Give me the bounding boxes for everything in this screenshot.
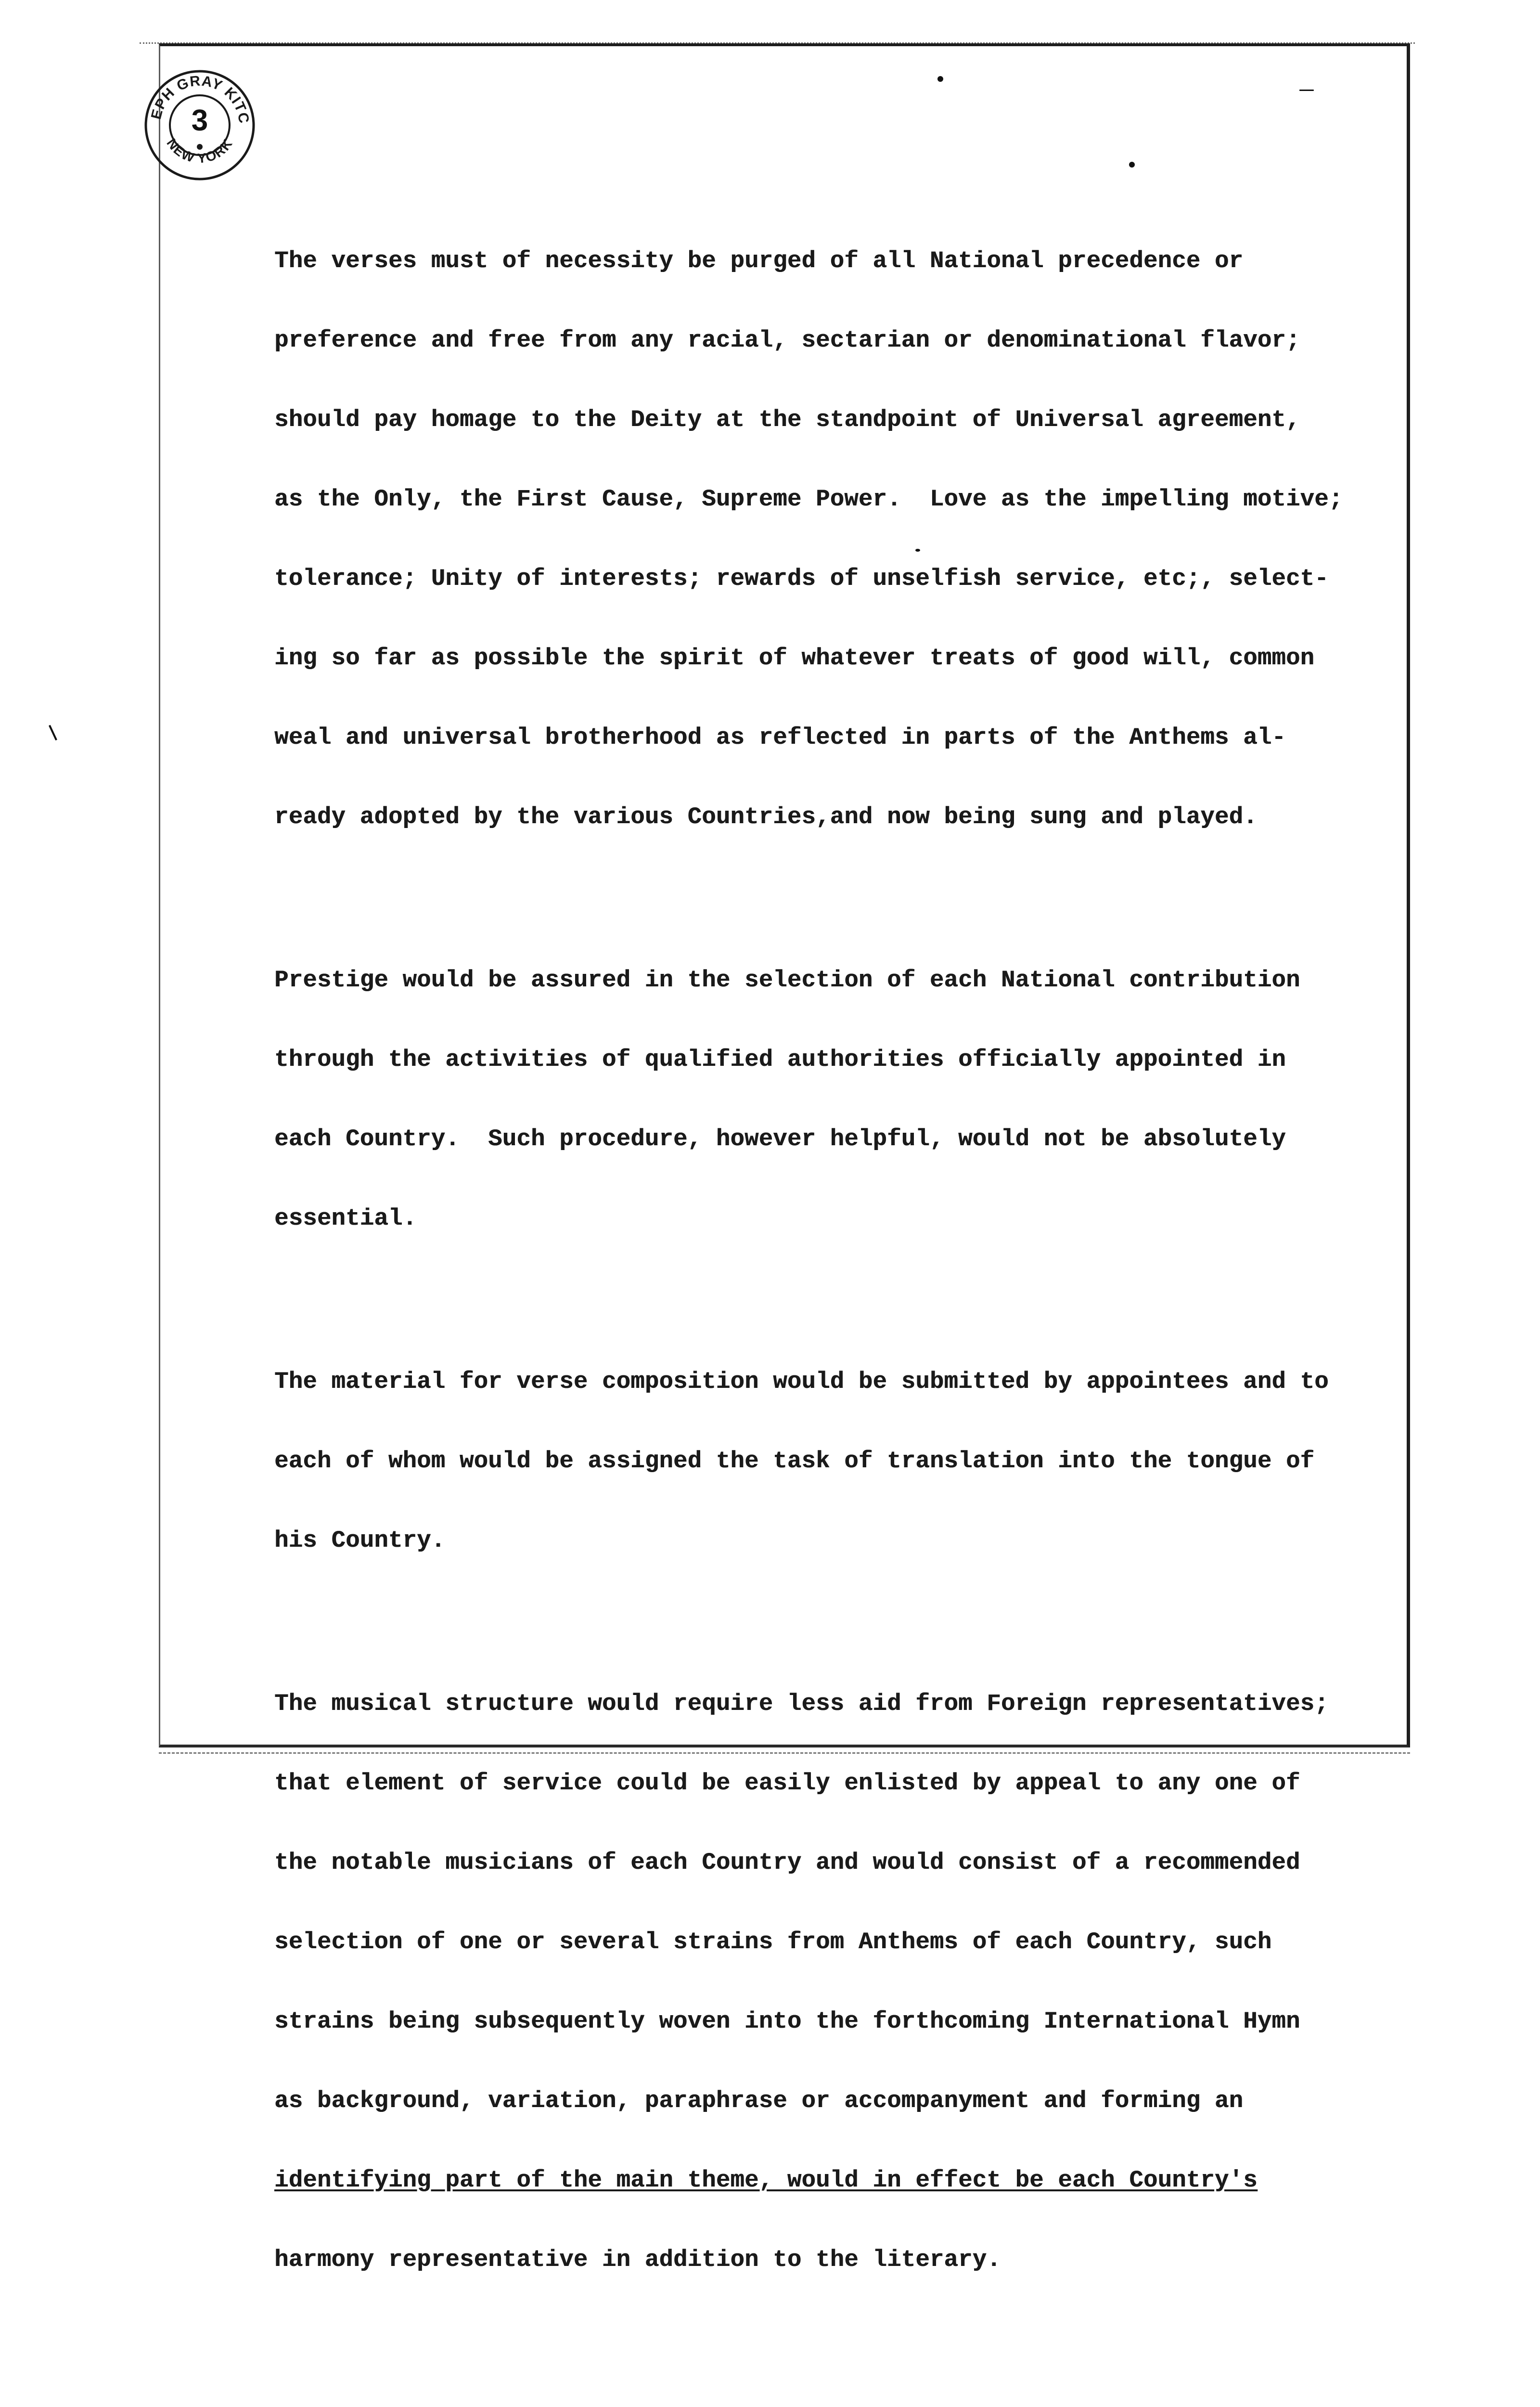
page-number: 3 xyxy=(191,104,208,137)
text-line: tolerance; Unity of interests; rewards of unselfish service, etc;, select- xyxy=(274,565,1329,592)
letter-body xyxy=(274,195,1444,2407)
text-line: The verses must of necessity be purged of all National precedence or xyxy=(274,247,1244,274)
text-line: Prestige would be assured in the selection of each National contribution xyxy=(274,967,1300,994)
text-line-underlined-end: as background, variation, paraphrase or accompanyment and forming an xyxy=(274,2087,1244,2114)
seal-stamp xyxy=(142,67,257,183)
text-line: weal and universal brotherhood as reflected in parts of the Anthems al- xyxy=(274,724,1286,751)
svg-text:NEW YORK: NEW YORK xyxy=(164,135,236,166)
text-line: strains being subsequently woven into the forthcoming International Hymn xyxy=(274,2008,1300,2035)
text-line: that element of service could be easily enlisted by appeal to any one of xyxy=(274,1770,1300,1797)
svg-text:JOSEPH GRAY KITCHIN: EPH GRAY KITC xyxy=(148,73,252,125)
text-line: harmony representative in addition to the literary. xyxy=(274,2246,1001,2273)
paragraph-material xyxy=(274,1316,1444,1607)
text-line: through the activities of qualified authorities officially appointed in xyxy=(274,1046,1286,1073)
text-line: The musical structure would require less aid from Foreign representatives; xyxy=(274,1690,1329,1717)
text-line: selection of one or several strains from Anthems of each Country, such xyxy=(274,1928,1272,1955)
paragraph-verses xyxy=(274,195,1444,883)
paragraph-prestige xyxy=(274,914,1444,1285)
paragraph-musical-structure xyxy=(274,1638,1444,2326)
scan-speck xyxy=(937,76,943,82)
text-line: preference and free from any racial, sectarian or denominational flavor; xyxy=(274,327,1300,354)
text-line: should pay homage to the Deity at the standpoint of Universal agreement, xyxy=(274,406,1300,433)
scan-speck xyxy=(1129,162,1135,168)
scan-speck xyxy=(49,725,57,741)
text-line: ready adopted by the various Countries,and now being sung and played. xyxy=(274,803,1258,830)
text-line-underlined: identifying part of the main theme, would in effect be each Country's xyxy=(274,2167,1258,2194)
text-line: ing so far as possible the spirit of whatever treats of good will, common xyxy=(274,645,1315,672)
text-line: essential. xyxy=(274,1205,417,1232)
text-line: each Country. Such procedure, however helpful, would not be absolutely xyxy=(274,1126,1286,1152)
text-line: the notable musicians of each Country and would consist of a recommended xyxy=(274,1849,1300,1876)
paragraph-final-arrangement xyxy=(274,2357,1444,2407)
scan-speck xyxy=(1299,90,1314,91)
text-line: his Country. xyxy=(274,1527,446,1554)
text-line: as the Only, the First Cause, Supreme Power. Love as the impelling motive; xyxy=(274,486,1343,513)
text-line: The material for verse composition would be submitted by appointees and to xyxy=(274,1368,1329,1395)
page-top-edge xyxy=(140,34,1415,44)
text-line: each of whom would be assigned the task of translation into the tongue of xyxy=(274,1448,1315,1475)
